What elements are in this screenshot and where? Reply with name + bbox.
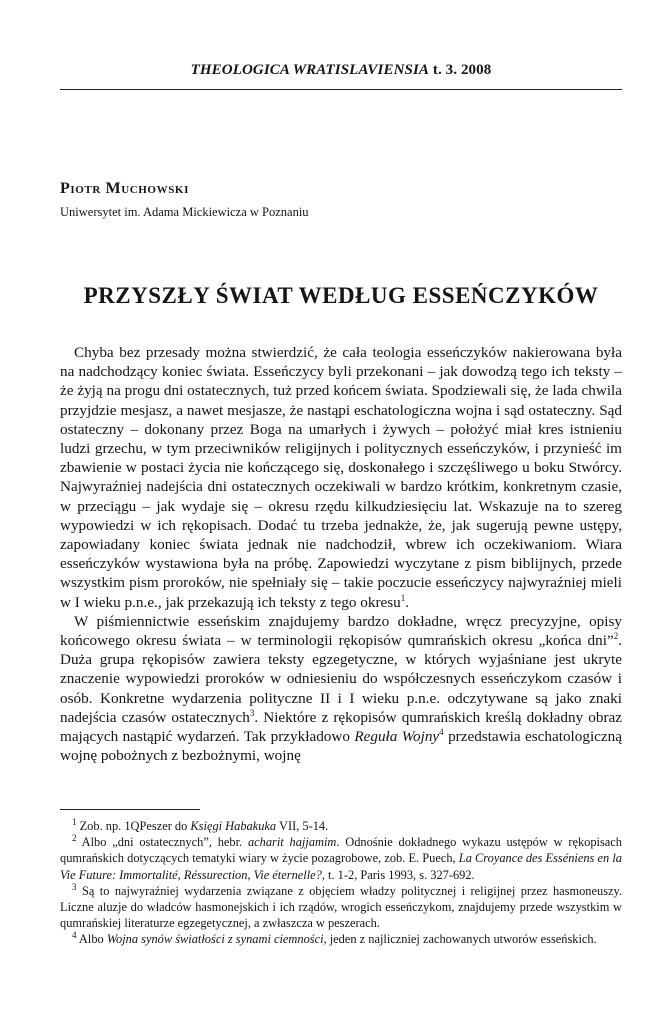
footnote-3-text: Są to najwyraźniej wydarzenia związane z objęciem władzy politycznej i religijnej przez hasmoneuszy. Liczne aluzje do władców hasmonejskich i ich rządów, wrogich esseńczykom, znajdujemy przede wszystkim w qumrańskiej literaturze egzegetycznej, a zwłaszcza w peszerach.	[60, 883, 622, 931]
author-name: Piotr Muchowski	[60, 180, 189, 197]
footnote-3	[60, 883, 622, 932]
volume-info: t. 3. 2008	[432, 62, 492, 78]
paragraph-2	[60, 612, 622, 766]
paragraph-2-text-a: W piśmiennictwie esseńskim znajdujemy bardzo dokładne, wręcz precyzyjne, opisy końcowego okresu świata – w terminologii rękopisów qumrańskich okresu „końca dni”	[60, 612, 622, 650]
footnotes	[60, 818, 622, 948]
paragraph-2-text-b: . Duża grupa rękopisów zawiera teksty egzegetyczne, w których wyjaśniane jest ukryte znaczenie wypowiedzi proroków w odniesieniu do współczesnych esseńczykom czasów i osób. Konkretne wydarzenia polityczne II i I wieku p.n.e. odczytywane są jako znaki nadejścia czasów ostatecznych	[60, 632, 622, 726]
paragraph-1	[60, 343, 622, 612]
work-title-regula-wojny: Reguła Wojny	[354, 728, 440, 746]
footnote-2-italic-a: acharit hajjamim	[247, 835, 337, 850]
footnote-2-mark: 2	[72, 833, 77, 844]
footnote-ref-1[interactable]: 1	[400, 592, 406, 603]
journal-title: THEOLOGICA WRATISLAVIENSIA	[190, 62, 429, 78]
footnote-4-mark: 4	[72, 930, 77, 941]
footnote-ref-3[interactable]: 3	[249, 707, 255, 718]
footnote-2-italic-b: La Croyance des Esséniens en la Vie Future: Immortalité, Réssurection, Vie éternelle?	[60, 851, 622, 882]
footnote-2-text-a: Albo „dni ostatecznych”, hebr.	[81, 835, 248, 850]
author-affiliation: Uniwersytet im. Adama Mickiewicza w Poznaniu	[60, 205, 309, 219]
footnote-4-text-a: Albo	[78, 932, 107, 947]
footnote-1	[60, 818, 622, 834]
footnote-4-italic: Wojna synów światłości z synami ciemności	[106, 932, 324, 947]
paragraph-2-text-c: . Niektóre z rękopisów qumrańskich kreślą dokładny obraz mających nastąpić wydarzeń. Tak przykładowo	[60, 708, 622, 746]
paragraph-1-end: .	[405, 593, 410, 611]
footnote-2-text-c: , t. 1-2, Paris 1993, s. 327-692.	[321, 867, 475, 882]
footnote-1-italic: Księgi Habakuka	[190, 819, 277, 833]
footnote-rule	[60, 809, 200, 810]
footnote-1-text-b: VII, 5-14.	[276, 819, 329, 833]
paragraph-2-text-d: przedstawia eschatologiczną wojnę pobożnych z bezbożnymi, wojnę	[60, 728, 622, 765]
footnote-3-mark: 3	[72, 881, 77, 892]
article-body	[60, 343, 622, 765]
footnote-1-text-a: Zob. np. 1QPeszer do	[79, 819, 191, 833]
article-title: PRZYSZŁY ŚWIAT WEDŁUG ESSEŃCZYKÓW	[83, 283, 599, 308]
footnote-ref-2[interactable]: 2	[613, 630, 619, 641]
footnote-1-mark: 1	[72, 816, 77, 827]
footnote-ref-4[interactable]: 4	[439, 727, 444, 737]
footnote-2-text-b: . Odnośnie dokładnego wykazu ustępów w rękopisach qumrańskich dotyczących tematyki wiary w życie pozagrobowe, zob. E. Puech,	[60, 835, 622, 866]
footnote-2	[60, 834, 622, 883]
footnote-4	[60, 931, 622, 947]
footnote-4-text-b: , jeden z najliczniej zachowanych utworów esseńskich.	[323, 932, 597, 947]
paragraph-1-text: Chyba bez przesady można stwierdzić, że cała teologia esseńczyków nakierowana była na nadchodzący koniec świata. Esseńczycy byli przekonani – jak dowodzą tego ich teksty – że żyją na progu dni ostatecznych, tuż przed końcem świata. Spodziewali się, że lada chwila przyjdzie mesjasz, a nawet mesjasze, że nastąpi eschatologiczna wojna i sąd ostateczny. Sąd ostateczny – dokonany przez Boga na umarłych i żywych – położyć miał kres istnieniu ludzi grzechu, w tym przeciwników religijnych i politycznych esseńczyków, i przynieść im zbawienie w postaci życia nie kończącego się, doskonałego i szczęśliwego u boku Stwórcy. Najwyraźniej nadejścia dni ostatecznych oczekiwali w bardzo krótkim, konkretnym czasie, w przeciągu – jak wydaje się – okresu rzędu kilkudziesięciu lat. Wskazuje na to szereg wypowiedzi w ich rękopisach. Dodać tu trzeba jednakże, że, jak sugerują pewne ustępy, zapowiadany koniec świata jednak nie nadchodził, wbrew ich oczekiwaniom. Wiara esseńczyków wystawiona była na próbę. Zapowiedzi wyczytane z pism biblijnych, przede wszystkim pism proroków, nie spełniały się – takie poczucie esseńczycy najwyraźniej mieli w I wieku p.n.e., jak przekazują ich teksty z tego okresu	[60, 344, 622, 611]
header-rule	[60, 89, 622, 90]
running-head	[60, 62, 622, 79]
